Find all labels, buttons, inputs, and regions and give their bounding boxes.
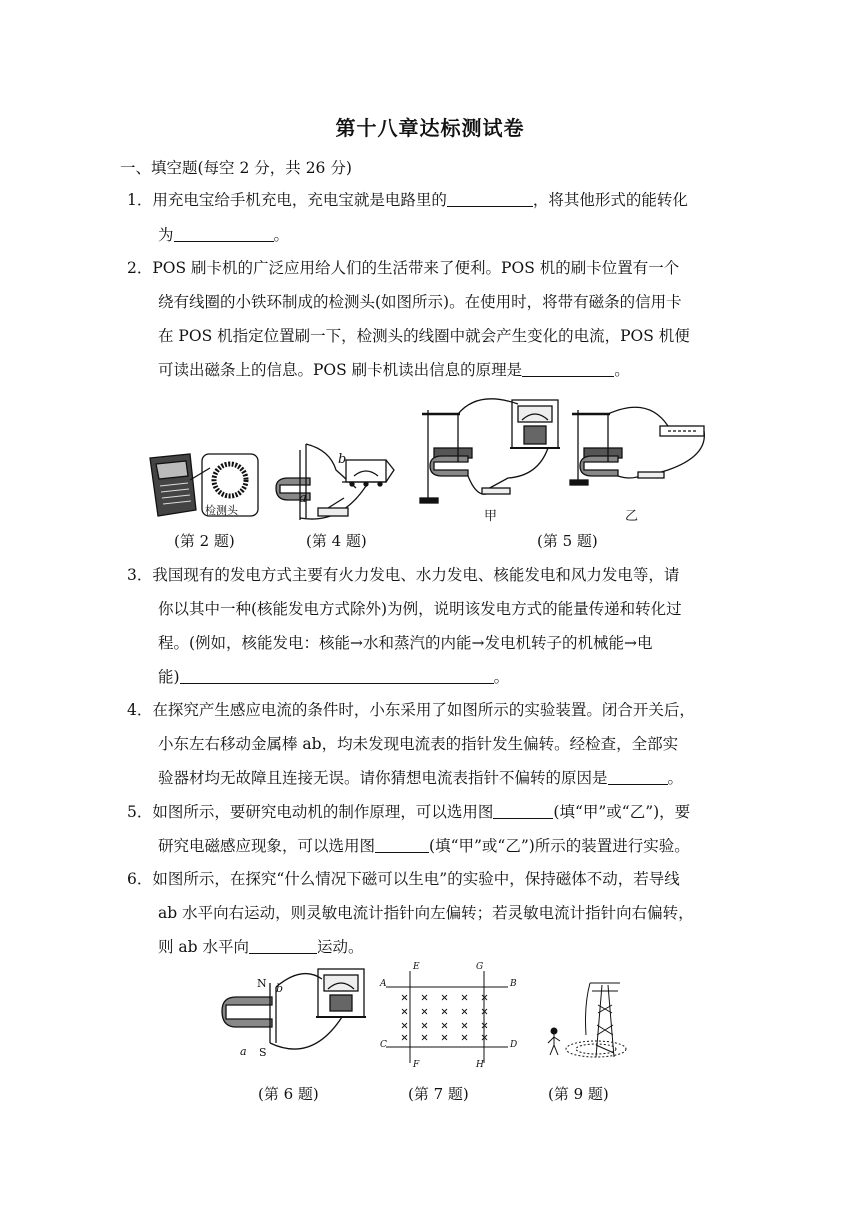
question-6-line-1 (127, 869, 680, 889)
question-text: 运动。 (317, 938, 364, 956)
question-number: 1． (127, 191, 153, 209)
question-text: 。 (273, 226, 290, 244)
label-H: H (476, 1060, 484, 1070)
answer-blank[interactable] (447, 190, 533, 207)
label-E: E (413, 962, 420, 972)
question-text: 我国现有的发电方式主要有火力发电、水力发电、核能发电和风力发电等，请 (152, 566, 680, 584)
label-jia: 甲 (484, 509, 498, 524)
label-b: b (338, 452, 347, 467)
answer-blank[interactable] (493, 802, 553, 819)
question-text: 在探究产生感应电流的条件时，小东采用了如图所示的实验装置。闭合开关后， (152, 701, 695, 719)
question-text: 可读出磁条上的信息。POS 刷卡机读出信息的原理是 (158, 361, 523, 379)
label-yi: 乙 (625, 509, 639, 524)
caption-fig-5: (第 5 题) (537, 532, 598, 550)
question-6-line-2: ab 水平向右运动，则灵敏电流计指针向左偏转；若灵敏电流计指针向右偏转， (158, 904, 694, 922)
section-heading: 一、填空题(每空 2 分，共 26 分) (120, 159, 352, 177)
question-number: 3． (127, 566, 153, 584)
question-text: 用充电宝给手机充电，充电宝就是电路里的 (152, 191, 447, 209)
page-title: 第十八章达标测试卷 (335, 116, 525, 140)
question-2-line-3: 在 POS 机指定位置刷一下，检测头的线圈中就会产生变化的电流，POS 机便 (158, 327, 690, 345)
question-4-line-3 (158, 768, 683, 788)
question-3-line-1 (127, 565, 679, 585)
label-G: G (476, 962, 484, 972)
fig5-yi-apparatus (568, 396, 713, 506)
question-number: 6． (127, 870, 153, 888)
question-text: 能) (158, 668, 180, 686)
label-A: A (380, 979, 387, 989)
pos-machine-figure (144, 450, 264, 525)
detector-label: 检测头 (205, 504, 238, 517)
question-text: ，将其他形式的能转化 (532, 191, 688, 209)
caption-fig-4: (第 4 题) (306, 532, 367, 550)
question-4-line-1 (127, 700, 695, 720)
question-1-line-2 (158, 225, 289, 245)
question-1-line-1 (127, 190, 688, 210)
question-number: 4． (127, 701, 153, 719)
label-C: C (380, 1040, 387, 1050)
caption-fig-7: (第 7 题) (408, 1085, 469, 1103)
fig5-jia-apparatus (418, 396, 563, 506)
question-text: 。 (667, 769, 684, 787)
fig7-magnetic-field (380, 965, 518, 1075)
question-number: 2． (127, 259, 153, 277)
question-3-line-4 (158, 667, 509, 687)
label-N: N (257, 977, 267, 990)
question-text: 。 (493, 668, 510, 686)
label-B: B (510, 979, 517, 989)
label-D: D (510, 1040, 518, 1050)
question-text: POS 刷卡机的广泛应用给人们的生活带来了便利。POS 机的刷卡位置有一个 (152, 259, 680, 277)
question-2-line-1 (127, 258, 679, 278)
question-3-line-2: 你以其中一种(核能发电方式除外)为例，说明该发电方式的能量传递和转化过 (158, 600, 682, 618)
question-text: 如图所示，在探究“什么情况下磁可以生电”的实验中，保持磁体不动，若导线 (152, 870, 680, 888)
caption-fig-6: (第 6 题) (258, 1085, 319, 1103)
answer-blank[interactable] (375, 836, 429, 853)
question-5-line-2 (158, 836, 690, 856)
caption-fig-9: (第 9 题) (548, 1085, 609, 1103)
question-5-line-1 (127, 802, 690, 822)
answer-blank[interactable] (174, 225, 274, 242)
label-S: S (259, 1046, 267, 1059)
question-text: 验器材均无故障且连接无误。请你猜想电流表指针不偏转的原因是 (158, 769, 608, 787)
question-4-line-2: 小东左右移动金属棒 ab，均未发现电流表的指针发生偏转。经检查，全部实 (158, 735, 679, 753)
answer-blank[interactable] (522, 360, 614, 377)
question-2-line-2: 绕有线圈的小铁环制成的检测头(如图所示)。在使用时，将带有磁条的信用卡 (158, 293, 682, 311)
label-a: a (240, 1045, 247, 1058)
answer-blank[interactable] (608, 768, 668, 785)
answer-blank[interactable] (180, 667, 494, 684)
question-text: 则 ab 水平向 (158, 938, 250, 956)
label-a: a (299, 491, 307, 506)
question-text: 如图所示，要研究电动机的制作原理，可以选用图 (152, 803, 494, 821)
fig9-tower-figure (540, 965, 630, 1070)
label-F: F (413, 1060, 420, 1070)
question-text: 研究电磁感应现象，可以选用图 (158, 837, 376, 855)
label-b: b (276, 982, 284, 995)
question-text: (填“甲”或“乙”)，要 (553, 803, 691, 821)
question-2-line-4 (158, 360, 630, 380)
question-text: 为 (158, 226, 174, 244)
caption-fig-2: (第 2 题) (174, 532, 235, 550)
question-6-line-3 (158, 937, 364, 957)
question-text: (填“甲”或“乙”)所示的装置进行实验。 (429, 837, 690, 855)
fig4-apparatus (270, 430, 400, 525)
answer-blank[interactable] (249, 937, 317, 954)
question-number: 5． (127, 803, 153, 821)
question-3-line-3: 程。(例如，核能发电：核能→水和蒸汽的内能→发电机转子的机械能→电 (158, 634, 653, 652)
question-text: 。 (614, 361, 630, 379)
